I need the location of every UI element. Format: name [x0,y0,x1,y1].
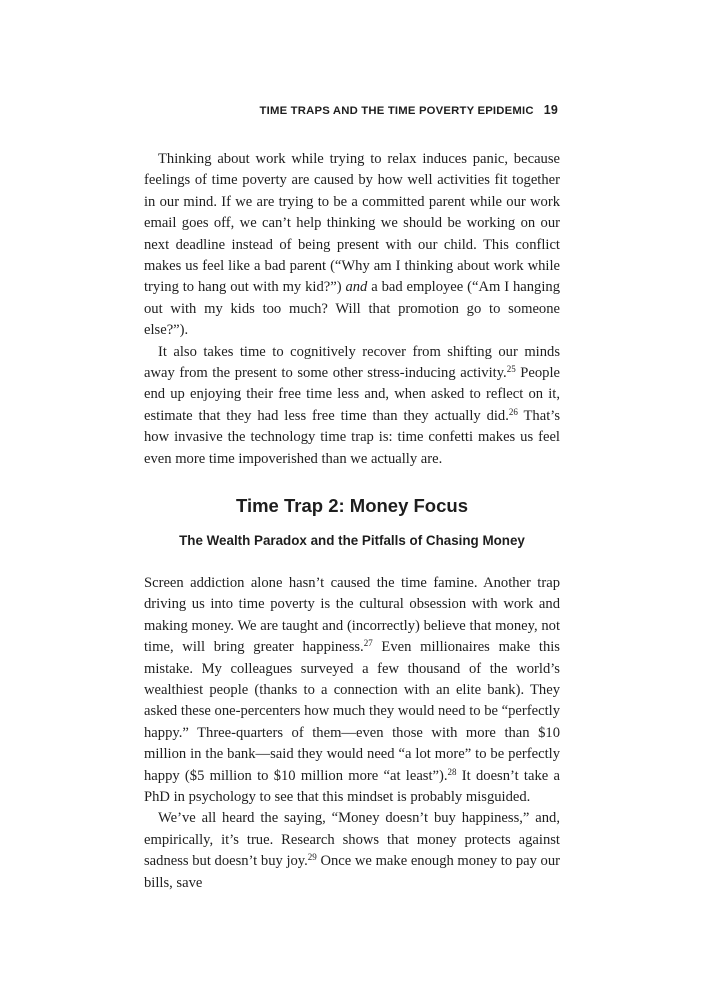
paragraph-text: People end up enjoying their free time less and, when asked to reflect on it, estimate that they had less free time than they actually did. [144,365,560,424]
paragraph-text: Even millionaires make this mistake. My colleagues surveyed a few thousand of the world’s wealthiest people (thanks to a connection with an elite bank). They asked these one-percenters how much they would need to be “perfectly happy.” Three-quarters of them—even those with more than $10 million in the bank—said they would need “a lot more” to be perfectly happy ($5 million to $10 million more “at least”). [144,639,560,784]
paragraph-text: a bad employee (“Am I hanging out with my kids too much? Will that promotion go to someone else?”). [144,279,561,339]
paragraph-text: That’s how invasive the technology time trap is: time confetti makes us feel even more time impoverished than we actually are. [144,407,560,467]
body-text-section-2 [144,573,560,894]
running-head [260,103,558,117]
footnote-ref[interactable]: 28 [447,766,457,777]
footnote-ref[interactable]: 29 [307,852,317,863]
paragraph [144,342,560,470]
paragraph-text: Screen addiction alone hasn’t caused the time famine. Another trap driving us into time poverty is the cultural obsession with work and making money. We are taught and (incorrectly) believe that money, not time, will bring greater happiness. [144,575,560,656]
section-heading: Time Trap 2: Money Focus [236,495,468,516]
footnote-ref[interactable]: 26 [508,406,518,417]
paragraph [144,573,560,808]
paragraph-text: Thinking about work while trying to relax induces panic, because feelings of time poverty are caused by how well activities fit together in our mind. If we are trying to be a committed parent while our work email goes off, we can’t help thinking we should be working on our next deadline instead of being present with our child. This conflict makes us feel like a bad parent (“Why am I thinking about work while trying to hang out with my kid?”) [144,151,560,296]
body-text-section-1 [144,149,560,470]
page-number: 19 [543,103,558,117]
paragraph-text: It doesn’t take a PhD in psychology to see that this mindset is probably misguided. [144,767,560,806]
paragraph [144,149,560,342]
paragraph-text: We’ve all heard the saying, “Money doesn’t buy happiness,” and, empirically, it’s true. Research shows that money protects against sadness but doesn’t buy joy. [144,810,560,870]
footnote-ref[interactable]: 25 [506,364,516,375]
paragraph [144,808,560,894]
running-head-title: TIME TRAPS AND THE TIME POVERTY EPIDEMIC [259,105,534,117]
section-subheading: The Wealth Paradox and the Pitfalls of Chasing Money [179,533,525,548]
footnote-ref[interactable]: 27 [363,638,373,649]
paragraph-text: It also takes time to cognitively recover from shifting our minds away from the present to some other stress-inducing activity. [144,343,560,382]
paragraph-text: Once we make enough money to pay our bills, save [144,853,560,891]
emphasis-text: and [345,279,368,296]
